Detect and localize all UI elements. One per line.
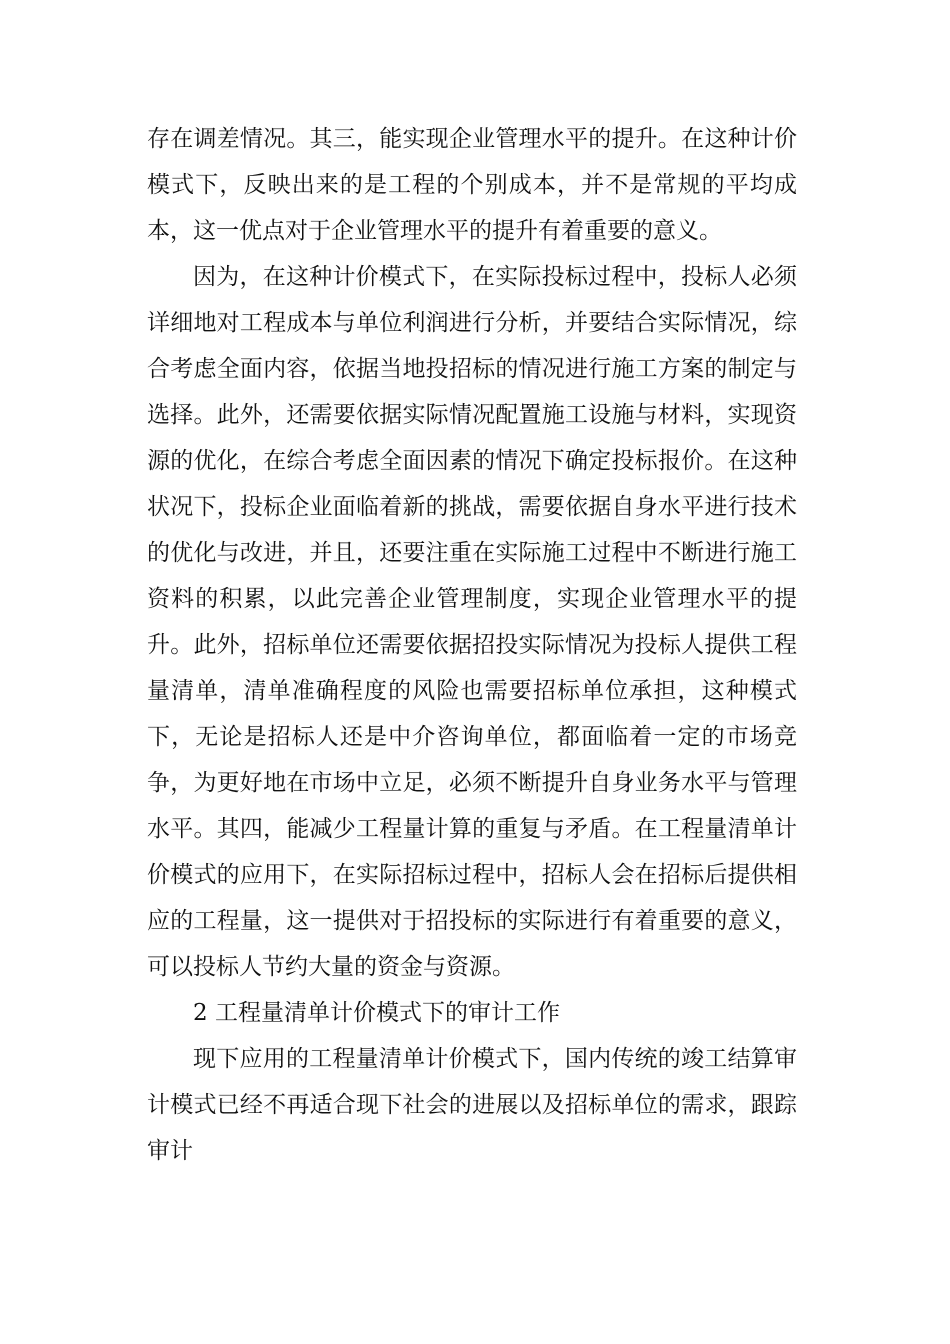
document-body: [147, 116, 797, 1174]
paragraph-continuation: 存在调差情况。其三，能实现企业管理水平的提升。在这种计价模式下，反映出来的是工程的个别成本，并不是常规的平均成本，这一优点对于企业管理水平的提升有着重要的意义。: [147, 126, 797, 244]
paragraph-bidding-analysis: 因为，在这种计价模式下，在实际投标过程中，投标人必须详细地对工程成本与单位利润进行分析，并要结合实际情况，综合考虑全面内容，依据当地投招标的情况进行施工方案的制定与选择。此外，还需要依据实际情况配置施工设施与材料，实现资源的优化，在综合考虑全面因素的情况下确定投标报价。在这种状况下，投标企业面临着新的挑战，需要依据自身水平进行技术的优化与改进，并且，还要注重在实际施工过程中不断进行施工资料的积累，以此完善企业管理制度，实现企业管理水平的提升。此外，招标单位还需要依据招投实际情况为投标人提供工程量清单，清单准确程度的风险也需要招标单位承担，这种模式下，无论是招标人还是中介咨询单位，都面临着一定的市场竞争，为更好地在市场中立足，必须不断提升自身业务水平与管理水平。其四，能减少工程量计算的重复与矛盾。在工程量清单计价模式的应用下，在实际招标过程中，招标人会在招标后提供相应的工程量，这一提供对于招投标的实际进行有着重要的意义，可以投标人节约大量的资金与资源。: [147, 264, 797, 980]
section-heading: 2 工程量清单计价模式下的审计工作: [193, 1000, 560, 1026]
paragraph-audit-intro: 现下应用的工程量清单计价模式下，国内传统的竣工结算审计模式已经不再适合现下社会的进展以及招标单位的需求，跟踪审计: [147, 1046, 797, 1164]
